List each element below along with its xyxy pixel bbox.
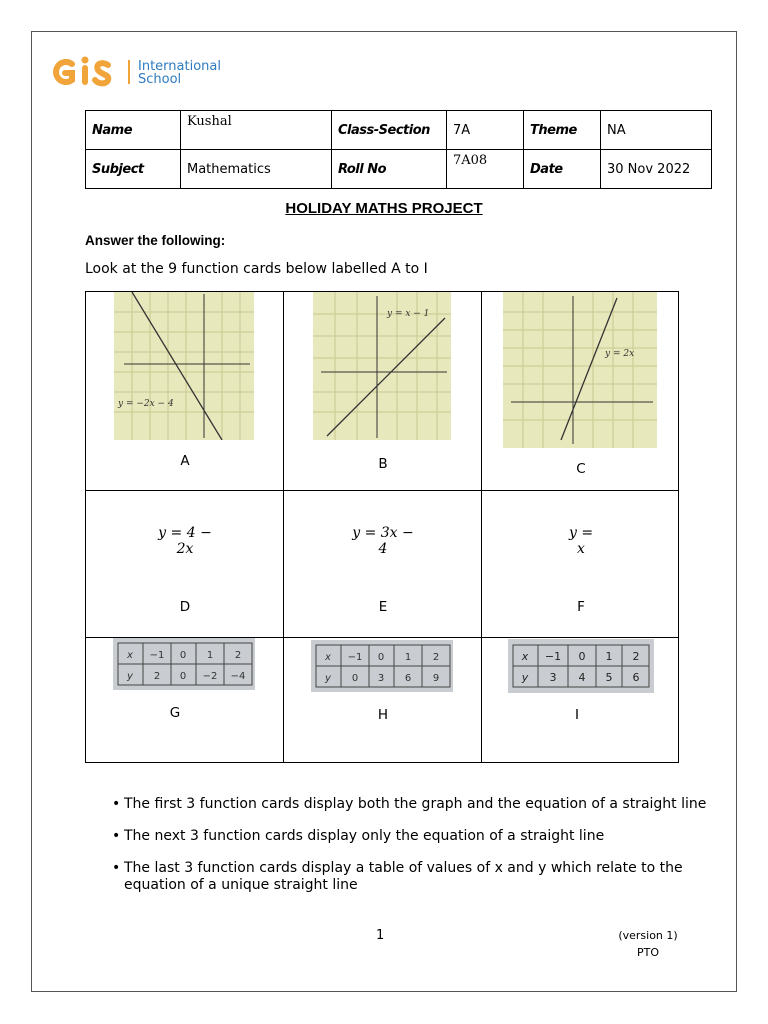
card-i-cell: 0 [578, 650, 586, 663]
theme-value: NA [601, 111, 712, 150]
card-g-cell: −4 [230, 671, 246, 682]
card-e-letter: E [378, 599, 388, 615]
card-a-letter: A [180, 453, 190, 469]
school-logo [50, 52, 122, 92]
intro-text: Look at the 9 function cards below labelled A to I [85, 261, 428, 277]
card-f-eq-line1: y = [568, 525, 594, 541]
class-section-value: 7A [447, 111, 524, 150]
card-h-cell: 3 [377, 673, 385, 684]
card-g-cell: −1 [149, 650, 165, 661]
card-g-cell: 0 [179, 650, 187, 661]
card-h-table [311, 640, 453, 692]
instruction-heading: Answer the following: [85, 233, 226, 248]
card-g-table [113, 638, 255, 690]
card-a-graph [114, 292, 254, 440]
name-label: Name [86, 111, 181, 150]
logo-divider [128, 60, 130, 84]
card-d-eq-line2: 2x [176, 541, 194, 557]
pto-label: PTO [636, 946, 659, 959]
card-d-letter: D [179, 599, 191, 615]
card-b-graph [313, 292, 451, 440]
version-label: (version 1) [618, 929, 678, 942]
card-h-cell: x [325, 652, 331, 663]
card-g-cell: −2 [202, 671, 218, 682]
card-i-cell: 5 [605, 671, 613, 684]
student-info-table [85, 110, 712, 189]
card-a-graph-label: y = −2x − 4 [118, 399, 174, 409]
card-c-graph-label: y = 2x [605, 349, 635, 359]
subject-label: Subject [86, 150, 181, 189]
card-b-graph-label: y = x − 1 [387, 309, 430, 319]
card-h-cell: y [325, 673, 331, 684]
logo-text [138, 60, 221, 86]
card-h-cell: 2 [432, 652, 440, 663]
page-title: HOLIDAY MATHS PROJECT [285, 200, 483, 217]
card-i-cell: y [521, 671, 529, 684]
card-e-eq-line2: 4 [378, 541, 388, 557]
card-h-letter: H [377, 707, 389, 723]
card-f-letter: F [577, 599, 585, 615]
card-h-cell: 9 [432, 673, 440, 684]
card-h-cell: 0 [351, 673, 359, 684]
logo-line1: International [138, 59, 221, 74]
date-value: 30 Nov 2022 [601, 150, 712, 189]
list-item: • The last 3 function cards display a table of values of x and y which relate to the equation of a unique straight line [110, 860, 730, 894]
card-c-letter: C [576, 461, 586, 477]
info-row-1 [86, 111, 712, 150]
info-row-2 [86, 150, 712, 189]
card-e-equation [284, 525, 482, 557]
version-note [616, 927, 680, 961]
card-i-cell: 4 [578, 671, 586, 684]
card-h-cell: 6 [404, 673, 412, 684]
date-label: Date [524, 150, 601, 189]
card-g-cell: 1 [206, 650, 214, 661]
card-i-cell: 1 [605, 650, 613, 663]
card-h-cell: 0 [377, 652, 385, 663]
card-e-eq-line1: y = 3x − [352, 525, 414, 541]
card-g-cell: 2 [153, 671, 161, 682]
card-g-cell: y [127, 671, 133, 682]
page-number: 1 [376, 928, 385, 943]
card-g-letter: G [169, 705, 181, 721]
class-section-label: Class-Section [332, 111, 447, 150]
list-item: • The next 3 function cards display only the equation of a straight line [110, 828, 730, 845]
roll-no-value: 7A08 [447, 150, 524, 189]
function-cards-grid [85, 291, 679, 763]
card-d-equation [86, 525, 284, 557]
card-i-cell: 6 [632, 671, 640, 684]
theme-label: Theme [524, 111, 601, 150]
card-b-letter: B [378, 456, 388, 472]
card-i-cell: 3 [549, 671, 557, 684]
card-i-cell: 2 [632, 650, 640, 663]
card-h-cell: 1 [404, 652, 412, 663]
card-g-cell: 0 [179, 671, 187, 682]
card-f-eq-line2: x [577, 541, 585, 557]
list-item: • The first 3 function cards display both the graph and the equation of a straight line [110, 796, 730, 813]
card-i-letter: I [575, 707, 579, 723]
grid-divider [86, 490, 678, 491]
card-i-table [508, 639, 654, 693]
card-f-equation [482, 525, 680, 557]
card-i-cell: x [521, 650, 529, 663]
card-g-cell: x [127, 650, 133, 661]
name-value: Kushal [181, 111, 332, 150]
logo-line2: School [138, 72, 182, 87]
roll-no-label: Roll No [332, 150, 447, 189]
card-i-cell: −1 [544, 650, 562, 663]
subject-value: Mathematics [181, 150, 332, 189]
card-description-list [110, 796, 730, 909]
card-g-cell: 2 [234, 650, 242, 661]
card-d-eq-line1: y = 4 − [158, 525, 212, 541]
card-c-graph [503, 292, 657, 448]
card-h-cell: −1 [347, 652, 363, 663]
